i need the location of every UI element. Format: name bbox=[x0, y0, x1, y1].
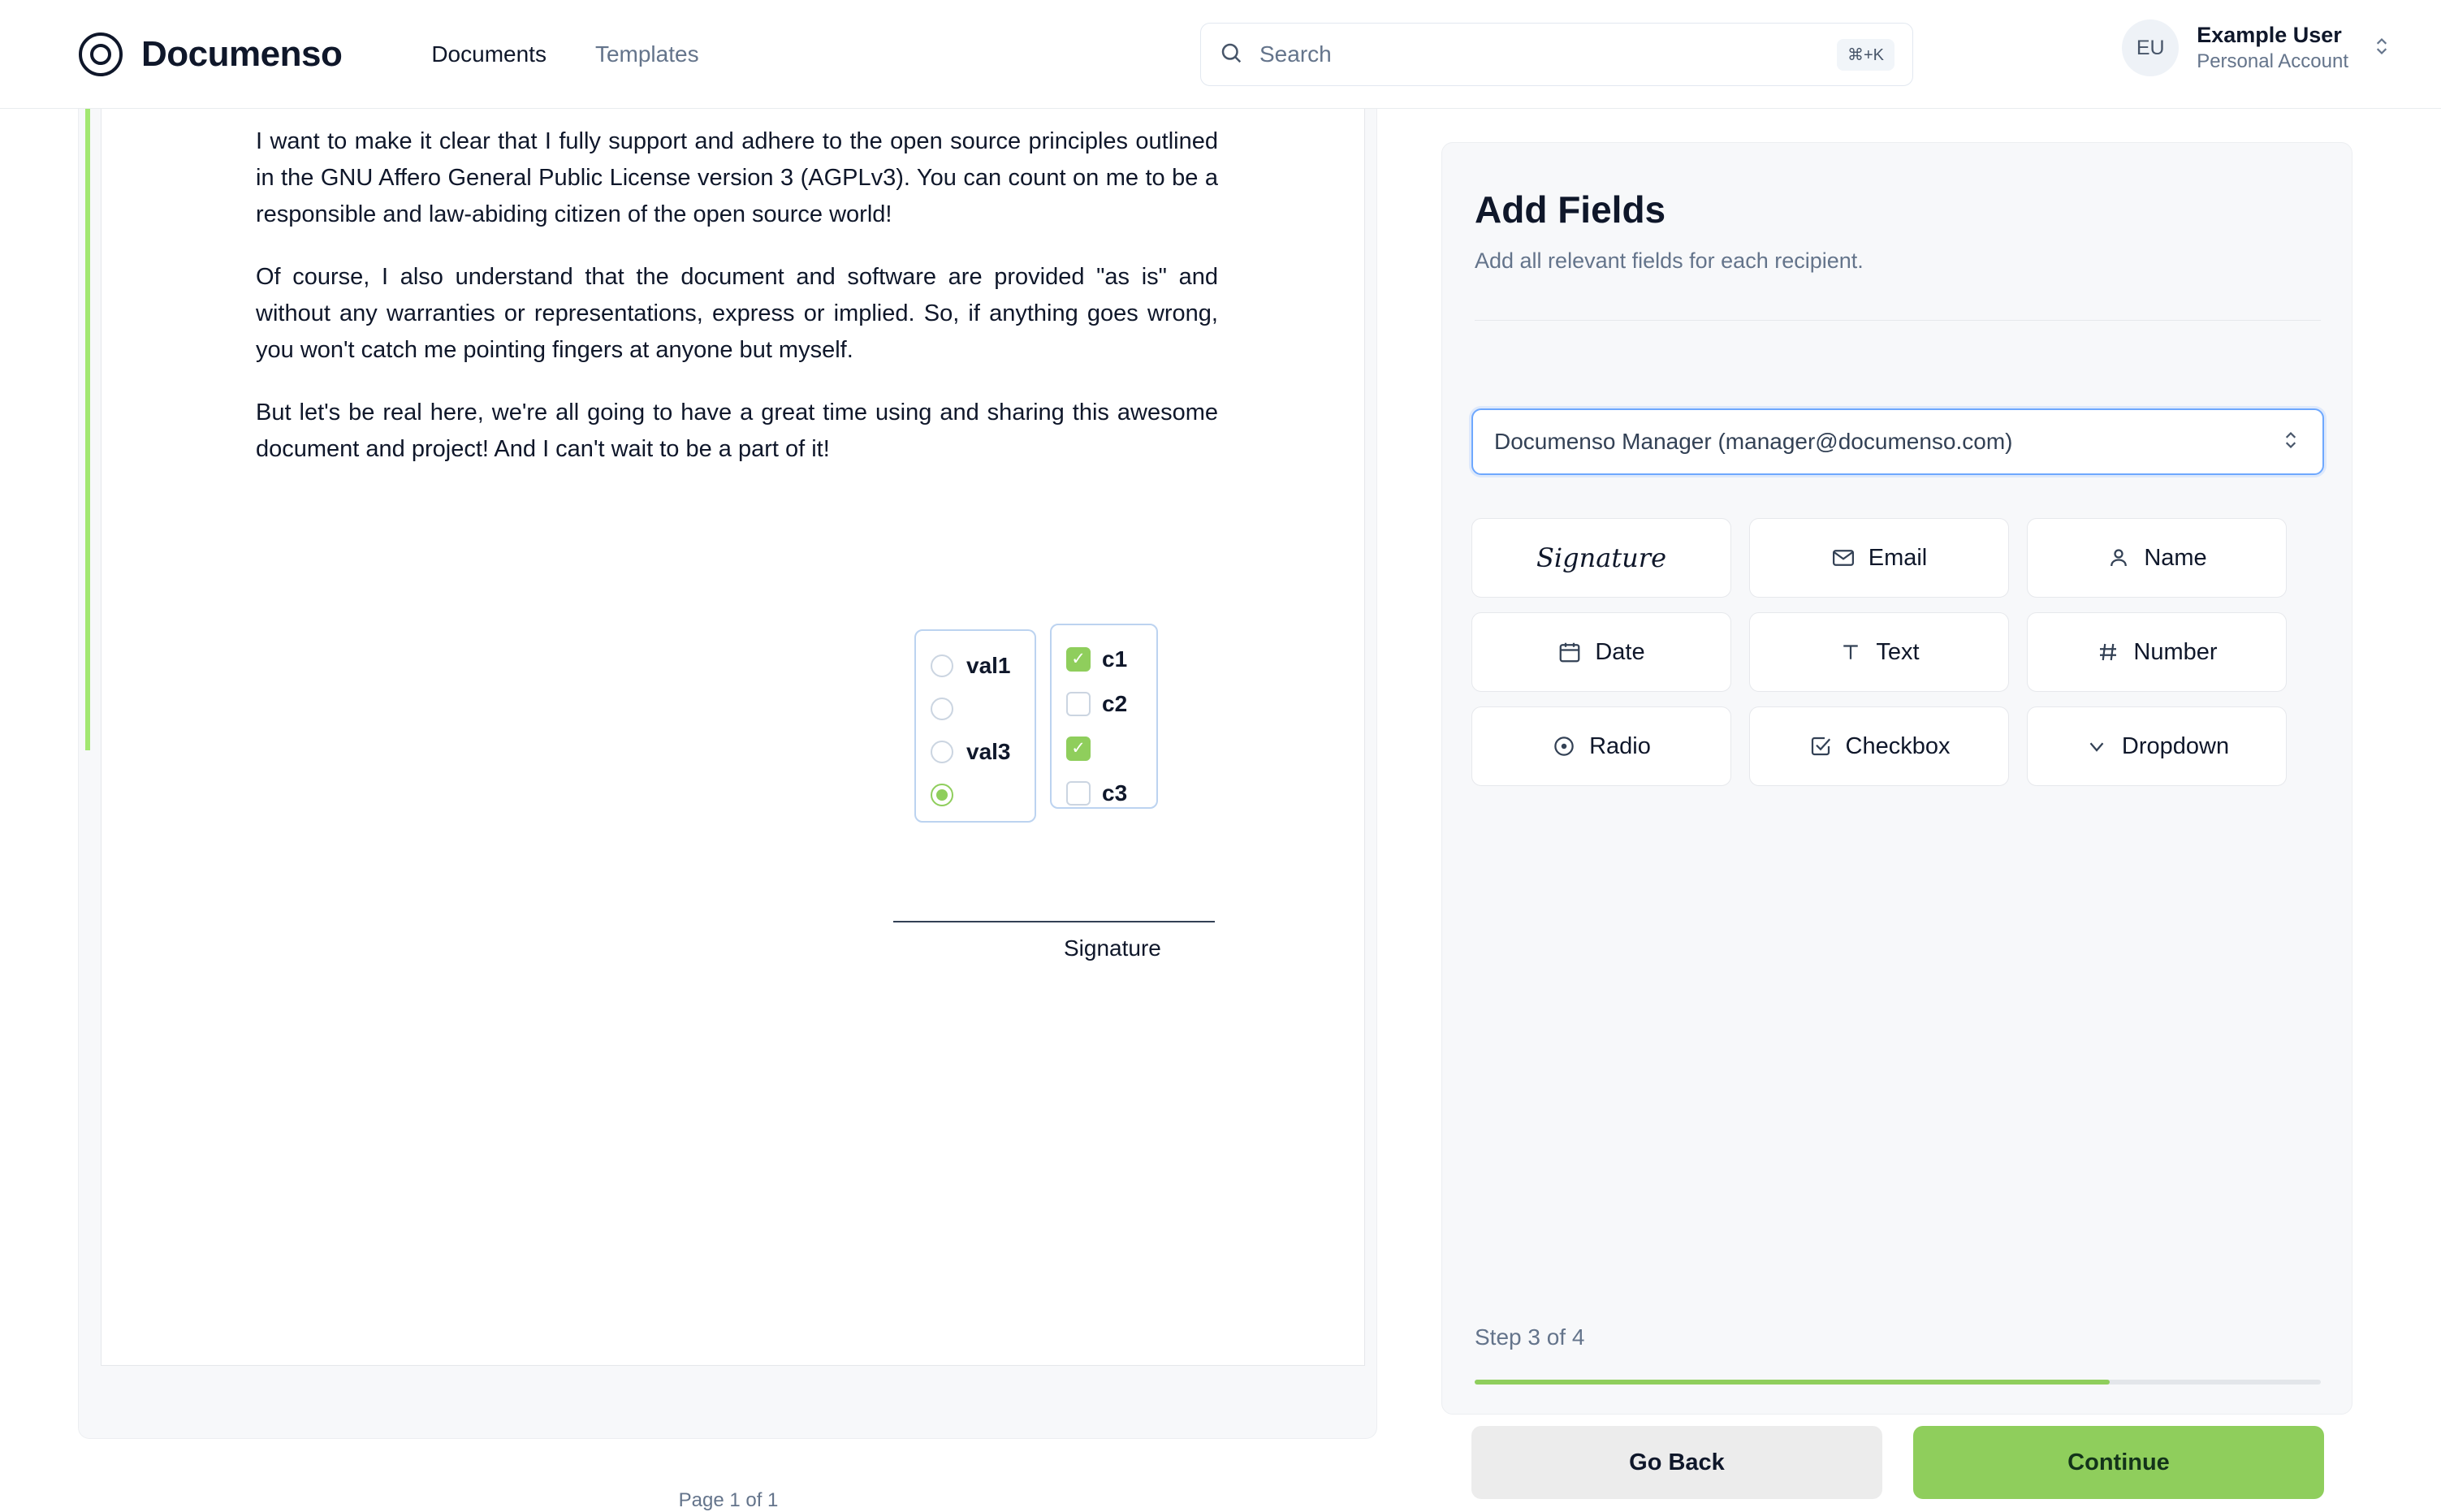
document-radio-field[interactable] bbox=[914, 629, 1036, 823]
field-button-number[interactable] bbox=[2027, 612, 2287, 692]
document-page bbox=[101, 109, 1365, 1366]
divider bbox=[1475, 320, 2321, 321]
signature-caption: Signature bbox=[1064, 935, 1161, 961]
account-menu[interactable] bbox=[2122, 19, 2392, 76]
calendar-icon bbox=[1557, 640, 1582, 664]
radio-icon-checked[interactable] bbox=[931, 784, 953, 806]
chevron-down-icon bbox=[2085, 734, 2109, 758]
checkbox-option-label: c2 bbox=[1102, 690, 1128, 716]
field-button-radio[interactable] bbox=[1471, 706, 1731, 786]
avatar: EU bbox=[2122, 19, 2179, 76]
nav-item-templates[interactable]: Templates bbox=[594, 41, 699, 67]
document-paragraph: I want to make it clear that I fully support and adhere to the open source principles outlined in the GNU Affero General Public License version 3 (AGPLv3). You can count on me to be a responsible and law-abiding citizen of the open source world! bbox=[256, 128, 1218, 227]
envelope-icon bbox=[1831, 546, 1856, 570]
checkbox-icon[interactable] bbox=[1066, 692, 1091, 716]
account-text bbox=[2197, 22, 2348, 74]
radio-icon[interactable] bbox=[931, 698, 953, 720]
checkbox-option[interactable] bbox=[1066, 681, 1156, 726]
user-icon bbox=[2106, 546, 2131, 570]
field-button-label: Radio bbox=[1589, 732, 1651, 759]
recipient-select-value: Documenso Manager (manager@documenso.com) bbox=[1494, 429, 2013, 454]
document-accent-bar bbox=[85, 109, 90, 750]
progress-bar-fill bbox=[1475, 1380, 2110, 1385]
field-button-date[interactable] bbox=[1471, 612, 1731, 692]
radio-option[interactable] bbox=[931, 687, 1035, 730]
radio-option[interactable] bbox=[931, 773, 1035, 816]
field-button-dropdown[interactable] bbox=[2027, 706, 2287, 786]
field-button-label: Date bbox=[1595, 638, 1645, 665]
hash-icon bbox=[2096, 640, 2120, 664]
field-button-label: Name bbox=[2144, 544, 2207, 571]
radio-icon[interactable] bbox=[931, 741, 953, 763]
checkbox-option[interactable] bbox=[1066, 637, 1156, 681]
app-header bbox=[0, 0, 2441, 109]
field-button-email[interactable] bbox=[1749, 518, 2009, 598]
document-text bbox=[256, 123, 1218, 494]
chevron-up-down-icon[interactable] bbox=[2371, 32, 2392, 64]
radio-icon bbox=[1552, 734, 1576, 758]
checkbox-option[interactable] bbox=[1066, 771, 1156, 815]
field-button-label: Checkbox bbox=[1845, 732, 1951, 759]
field-button-label: Number bbox=[2133, 638, 2218, 665]
field-button-checkbox[interactable] bbox=[1749, 706, 2009, 786]
continue-button[interactable]: Continue bbox=[1913, 1426, 2324, 1499]
go-back-button[interactable]: Go Back bbox=[1471, 1426, 1882, 1499]
field-button-label: Email bbox=[1868, 544, 1928, 571]
radio-option[interactable] bbox=[931, 730, 1035, 773]
document-paragraph: Of course, I also understand that the document and software are provided "as is" and without any warranties or representations, express or implied. So, if anything goes wrong, you won't catch me pointing fingers at anyone but myself. bbox=[256, 263, 1218, 363]
search-shortcut-badge: ⌘+K bbox=[1837, 39, 1894, 71]
field-type-grid bbox=[1471, 518, 2324, 786]
radio-option-label: val1 bbox=[966, 652, 1011, 678]
radio-option[interactable] bbox=[931, 644, 1035, 687]
checkbox-option-label: c3 bbox=[1102, 780, 1128, 806]
field-button-label: Dropdown bbox=[2121, 732, 2230, 759]
main-nav bbox=[431, 41, 698, 67]
page-count: Page 1 of 1 bbox=[678, 1489, 779, 1511]
radio-option-label: val3 bbox=[966, 738, 1011, 764]
signature-line bbox=[893, 921, 1215, 922]
account-subtitle: Personal Account bbox=[2197, 50, 2348, 72]
signature-icon: Signature bbox=[1536, 542, 1667, 573]
brand[interactable] bbox=[78, 32, 342, 77]
step-label: Step 3 of 4 bbox=[1475, 1324, 1585, 1350]
radio-icon[interactable] bbox=[931, 654, 953, 677]
text-icon bbox=[1838, 640, 1863, 664]
search-placeholder: Search bbox=[1259, 41, 1332, 67]
search-icon bbox=[1219, 41, 1243, 69]
recipient-select[interactable] bbox=[1471, 408, 2324, 475]
panel-subtitle: Add all relevant fields for each recipient. bbox=[1475, 248, 1864, 273]
documenso-logo-icon bbox=[78, 32, 123, 77]
field-button-signature[interactable] bbox=[1471, 518, 1731, 598]
panel-actions bbox=[1471, 1426, 2324, 1499]
document-checkbox-field[interactable] bbox=[1050, 624, 1158, 809]
field-button-label: Text bbox=[1876, 638, 1920, 665]
add-fields-panel bbox=[1441, 142, 2352, 1475]
nav-item-documents[interactable]: Documents bbox=[431, 41, 547, 67]
checkbox-icon[interactable] bbox=[1066, 781, 1091, 806]
brand-name: Documenso bbox=[141, 33, 343, 74]
progress-bar bbox=[1475, 1380, 2321, 1385]
checkbox-icon bbox=[1808, 734, 1833, 758]
page-title: Add Fields bbox=[1475, 188, 1666, 231]
checkbox-option[interactable] bbox=[1066, 726, 1156, 771]
field-button-text[interactable] bbox=[1749, 612, 2009, 692]
field-button-name[interactable] bbox=[2027, 518, 2287, 598]
document-paragraph: But let's be real here, we're all going to have a great time using and sharing this awesome document and project! And I can't wait to be a part of it! bbox=[256, 399, 1218, 462]
document-preview-pane bbox=[78, 109, 1377, 1511]
checkbox-icon-checked[interactable]: ✓ bbox=[1066, 647, 1091, 672]
search-input[interactable] bbox=[1200, 23, 1913, 86]
checkbox-icon-checked[interactable]: ✓ bbox=[1066, 737, 1091, 761]
chevron-up-down-icon[interactable] bbox=[2280, 426, 2301, 458]
checkbox-option-label: c1 bbox=[1102, 646, 1128, 672]
account-name: Example User bbox=[2197, 23, 2342, 48]
